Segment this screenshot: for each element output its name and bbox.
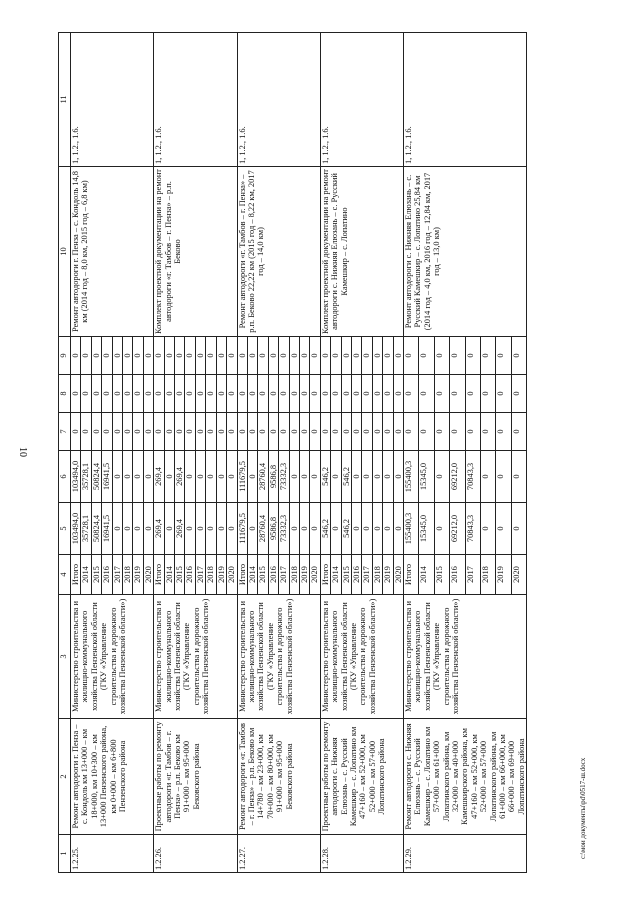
total-amount-cell: 103494,0 — [71, 503, 81, 555]
local-budget-cell: 0 — [496, 375, 511, 413]
other-sources-cell: 0 — [341, 337, 351, 375]
year-cell: 2017 — [195, 555, 205, 595]
local-budget-cell: 0 — [175, 375, 185, 413]
regional-budget-cell: 0 — [247, 451, 257, 503]
federal-budget-cell: 0 — [351, 413, 361, 451]
other-sources-cell: 0 — [450, 337, 465, 375]
regional-budget-cell: 546,2 — [341, 451, 351, 503]
federal-budget-cell: 0 — [372, 413, 382, 451]
year-cell: 2015 — [175, 555, 185, 595]
local-budget-cell: 0 — [185, 375, 195, 413]
total-amount-cell: 0 — [383, 503, 393, 555]
local-budget-cell: 0 — [289, 375, 299, 413]
other-sources-cell: 0 — [164, 337, 174, 375]
local-budget-cell: 0 — [237, 375, 247, 413]
other-sources-cell: 0 — [404, 337, 419, 375]
year-cell: 2017 — [465, 555, 480, 595]
total-amount-cell: 546,2 — [320, 503, 330, 555]
total-amount-cell: 0 — [310, 503, 320, 555]
federal-budget-cell: 0 — [102, 413, 112, 451]
page-number: 10 — [17, 447, 28, 457]
total-amount-cell: 0 — [434, 503, 449, 555]
local-budget-cell: 0 — [393, 375, 403, 413]
other-sources-cell: 0 — [383, 337, 393, 375]
local-budget-cell: 0 — [372, 375, 382, 413]
year-cell: 2020 — [393, 555, 403, 595]
total-amount-cell: 73332,3 — [279, 503, 289, 555]
column-header: 7 — [59, 413, 71, 451]
total-amount-cell: 111679,5 — [237, 503, 247, 555]
total-amount-cell: 269,4 — [175, 503, 185, 555]
header-row — [59, 33, 71, 873]
regional-budget-cell: 0 — [164, 451, 174, 503]
year-cell: 2015 — [258, 555, 268, 595]
total-amount-cell: 0 — [511, 503, 526, 555]
year-cell: 2020 — [227, 555, 237, 595]
year-cell: Итого — [71, 555, 81, 595]
total-amount-cell: 0 — [372, 503, 382, 555]
other-sources-cell: 0 — [393, 337, 403, 375]
rotated-table-container — [58, 33, 590, 873]
total-amount-cell: 155400,3 — [404, 503, 419, 555]
local-budget-cell: 0 — [112, 375, 122, 413]
total-amount-cell: 0 — [133, 503, 143, 555]
regional-budget-cell: 0 — [362, 451, 372, 503]
other-sources-cell: 0 — [320, 337, 330, 375]
regional-budget-cell: 0 — [481, 451, 496, 503]
other-sources-cell: 0 — [351, 337, 361, 375]
local-budget-cell: 0 — [91, 375, 101, 413]
regional-budget-cell: 0 — [112, 451, 122, 503]
other-sources-cell: 0 — [465, 337, 480, 375]
executor-cell: Министерство строительства и жилищно-коммунального хозяйства Пензенской области (ГКУ «Управление строительства и дорожного хозяйства Пензенской области») — [320, 595, 403, 719]
local-budget-cell: 0 — [143, 375, 153, 413]
column-header: 2 — [59, 719, 71, 835]
regional-budget-cell: 0 — [185, 451, 195, 503]
total-amount-cell: 269,4 — [154, 503, 164, 555]
federal-budget-cell: 0 — [91, 413, 101, 451]
other-sources-cell: 0 — [216, 337, 226, 375]
total-amount-cell: 0 — [164, 503, 174, 555]
column-header: 10 — [59, 167, 71, 337]
local-budget-cell: 0 — [133, 375, 143, 413]
other-sources-cell: 0 — [71, 337, 81, 375]
regional-budget-cell: 0 — [299, 451, 309, 503]
local-budget-cell: 0 — [102, 375, 112, 413]
federal-budget-cell: 0 — [123, 413, 133, 451]
row-number-cell: 1.2.28. — [320, 835, 403, 873]
other-sources-cell: 0 — [237, 337, 247, 375]
executor-cell: Министерство строительства и жилищно-коммунального хозяйства Пензенской области (ГКУ «Управление строительства и дорожного хозяйства Пензенской области») — [404, 595, 527, 719]
other-sources-cell: 0 — [310, 337, 320, 375]
activity-name-cell: Ремонт автодороги «г. Тамбов – г. Пенза» – р.п. Беково км 14+780 – км 23+000, км 70+000 – км 80+000, км 91+000 – км 95+000 Бековского района — [237, 719, 320, 835]
federal-budget-cell: 0 — [393, 413, 403, 451]
year-cell: 2014 — [81, 555, 91, 595]
federal-budget-cell: 0 — [227, 413, 237, 451]
regional-budget-cell: 111679,5 — [237, 451, 247, 503]
year-cell: 2020 — [511, 555, 526, 595]
total-amount-cell: 0 — [393, 503, 403, 555]
local-budget-cell: 0 — [81, 375, 91, 413]
total-amount-cell: 0 — [123, 503, 133, 555]
regional-budget-cell: 0 — [383, 451, 393, 503]
program-table — [58, 32, 527, 873]
activity-name-cell: Проектные работы по ремонту автодороги «г. Тамбов – г. Пенза» – р.п. Беково км 91+000 – км 95+000 Бековского района — [154, 719, 237, 835]
column-header: 8 — [59, 375, 71, 413]
total-amount-cell: 0 — [481, 503, 496, 555]
other-sources-cell: 0 — [279, 337, 289, 375]
other-sources-cell: 0 — [496, 337, 511, 375]
local-budget-cell: 0 — [465, 375, 480, 413]
result-cell: Комплект проектной документации на ремонт автодороги с. Нижняя Елюзань – с. Русский Камешкир – с. Лопатино — [320, 167, 403, 337]
federal-budget-cell: 0 — [496, 413, 511, 451]
year-cell: Итого — [237, 555, 247, 595]
other-sources-cell: 0 — [258, 337, 268, 375]
local-budget-cell: 0 — [419, 375, 434, 413]
regional-budget-cell: 73332,3 — [279, 451, 289, 503]
local-budget-cell: 0 — [320, 375, 330, 413]
total-amount-cell: 546,2 — [341, 503, 351, 555]
other-sources-cell: 0 — [112, 337, 122, 375]
reference-cell: 1, 1.2., 1.6. — [237, 33, 320, 167]
other-sources-cell: 0 — [481, 337, 496, 375]
year-cell: 2016 — [102, 555, 112, 595]
federal-budget-cell: 0 — [481, 413, 496, 451]
federal-budget-cell: 0 — [362, 413, 372, 451]
table-row — [71, 33, 81, 873]
executor-cell: Министерство строительства и жилищно-коммунального хозяйства Пензенской области (ГКУ «Управление строительства и дорожного хозяйства Пензенской области») — [71, 595, 154, 719]
other-sources-cell: 0 — [123, 337, 133, 375]
other-sources-cell: 0 — [81, 337, 91, 375]
local-budget-cell: 0 — [481, 375, 496, 413]
total-amount-cell: 16941,5 — [102, 503, 112, 555]
federal-budget-cell: 0 — [112, 413, 122, 451]
year-cell: 2020 — [143, 555, 153, 595]
year-cell: 2015 — [434, 555, 449, 595]
total-amount-cell: 0 — [227, 503, 237, 555]
federal-budget-cell: 0 — [331, 413, 341, 451]
regional-budget-cell: 0 — [206, 451, 216, 503]
regional-budget-cell: 0 — [511, 451, 526, 503]
year-cell: Итого — [320, 555, 330, 595]
regional-budget-cell: 546,2 — [320, 451, 330, 503]
local-budget-cell: 0 — [404, 375, 419, 413]
regional-budget-cell: 269,4 — [175, 451, 185, 503]
other-sources-cell: 0 — [227, 337, 237, 375]
result-cell: Ремонт автодороги с. Нижняя Елюзань – с. Русский Камешкир – с. Лопатино 25,84 км (2014 год – 4,0 км, 2016 год – 12,84 км, 2017 год – 13,0 км) — [404, 167, 527, 337]
reference-cell: 1, 1.2., 1.6. — [404, 33, 527, 167]
year-cell: 2015 — [91, 555, 101, 595]
local-budget-cell: 0 — [216, 375, 226, 413]
year-cell: 2014 — [247, 555, 257, 595]
result-cell: Ремонт автодороги «г. Тамбов – г. Пенза» – р.п. Беково 22,22 км (2015 год – 8,22 км, 2017 год – 14,0 км) — [237, 167, 320, 337]
year-cell: 2018 — [123, 555, 133, 595]
table-row — [404, 33, 419, 873]
regional-budget-cell: 155400,3 — [404, 451, 419, 503]
year-cell: 2017 — [362, 555, 372, 595]
total-amount-cell: 0 — [299, 503, 309, 555]
local-budget-cell: 0 — [331, 375, 341, 413]
year-cell: 2019 — [133, 555, 143, 595]
local-budget-cell: 0 — [511, 375, 526, 413]
footer-file-path: c:\мои документы\pd\0517-ш.docx — [579, 757, 587, 859]
local-budget-cell: 0 — [268, 375, 278, 413]
row-number-cell: 1.2.27. — [237, 835, 320, 873]
regional-budget-cell: 0 — [289, 451, 299, 503]
federal-budget-cell: 0 — [133, 413, 143, 451]
total-amount-cell: 15345,0 — [419, 503, 434, 555]
year-cell: 2016 — [351, 555, 361, 595]
result-cell: Комплект проектной документации на ремонт автодороги «г. Тамбов – г. Пенза» – р.п. Беково — [154, 167, 237, 337]
other-sources-cell: 0 — [195, 337, 205, 375]
year-cell: 2019 — [216, 555, 226, 595]
regional-budget-cell: 0 — [393, 451, 403, 503]
federal-budget-cell: 0 — [434, 413, 449, 451]
local-budget-cell: 0 — [351, 375, 361, 413]
column-header: 9 — [59, 337, 71, 375]
year-cell: 2019 — [383, 555, 393, 595]
other-sources-cell: 0 — [91, 337, 101, 375]
year-cell: 2018 — [372, 555, 382, 595]
other-sources-cell: 0 — [419, 337, 434, 375]
total-amount-cell: 0 — [216, 503, 226, 555]
local-budget-cell: 0 — [434, 375, 449, 413]
regional-budget-cell: 0 — [227, 451, 237, 503]
federal-budget-cell: 0 — [71, 413, 81, 451]
local-budget-cell: 0 — [154, 375, 164, 413]
column-header: 3 — [59, 595, 71, 719]
regional-budget-cell: 0 — [133, 451, 143, 503]
other-sources-cell: 0 — [206, 337, 216, 375]
regional-budget-cell: 70843,3 — [465, 451, 480, 503]
regional-budget-cell: 28760,4 — [258, 451, 268, 503]
activity-name-cell: Ремонт автодороги с. Нижняя Елюзань – с. Русский Камешкир – с. Лопатино км 57+000 – км 61+000 Лопатинского района, км 32+000 – км 40+000 Камешкирского района, км 47+160 – км 52+000, км 52+000 – км 57+000 Лопатинского района, км 61+000 – км 66+000, км 66+000 – км 69+000 Лопатинского района — [404, 719, 527, 835]
federal-budget-cell: 0 — [419, 413, 434, 451]
other-sources-cell: 0 — [299, 337, 309, 375]
federal-budget-cell: 0 — [237, 413, 247, 451]
reference-cell: 1, 1.2., 1.6. — [154, 33, 237, 167]
local-budget-cell: 0 — [247, 375, 257, 413]
other-sources-cell: 0 — [511, 337, 526, 375]
regional-budget-cell: 0 — [195, 451, 205, 503]
local-budget-cell: 0 — [279, 375, 289, 413]
local-budget-cell: 0 — [164, 375, 174, 413]
other-sources-cell: 0 — [434, 337, 449, 375]
other-sources-cell: 0 — [154, 337, 164, 375]
column-header: 11 — [59, 33, 71, 167]
table-row — [320, 33, 330, 873]
regional-budget-cell: 0 — [310, 451, 320, 503]
year-cell: 2015 — [341, 555, 351, 595]
federal-budget-cell: 0 — [320, 413, 330, 451]
activity-name-cell: Ремонт автодороги г. Пенза – с. Кондоль км 13+000 – км 18+000, км 10+300 – км 13+000 Пензенского района, км 0+000 – км 6+800 Пензенского района — [71, 719, 154, 835]
federal-budget-cell: 0 — [279, 413, 289, 451]
federal-budget-cell: 0 — [268, 413, 278, 451]
row-number-cell: 1.2.26. — [154, 835, 237, 873]
local-budget-cell: 0 — [71, 375, 81, 413]
table-row — [154, 33, 164, 873]
local-budget-cell: 0 — [123, 375, 133, 413]
regional-budget-cell: 35728,1 — [81, 451, 91, 503]
federal-budget-cell: 0 — [258, 413, 268, 451]
federal-budget-cell: 0 — [195, 413, 205, 451]
year-cell: 2019 — [496, 555, 511, 595]
local-budget-cell: 0 — [227, 375, 237, 413]
other-sources-cell: 0 — [372, 337, 382, 375]
federal-budget-cell: 0 — [511, 413, 526, 451]
total-amount-cell: 50824,4 — [91, 503, 101, 555]
total-amount-cell: 69212,0 — [450, 503, 465, 555]
regional-budget-cell: 16941,5 — [102, 451, 112, 503]
total-amount-cell: 0 — [112, 503, 122, 555]
year-cell: 2018 — [206, 555, 216, 595]
column-header: 5 — [59, 503, 71, 555]
federal-budget-cell: 0 — [175, 413, 185, 451]
year-cell: 2017 — [279, 555, 289, 595]
year-cell: 2019 — [299, 555, 309, 595]
year-cell: 2014 — [164, 555, 174, 595]
row-number-cell: 1.2.25. — [71, 835, 154, 873]
year-cell: 2017 — [112, 555, 122, 595]
federal-budget-cell: 0 — [216, 413, 226, 451]
total-amount-cell: 0 — [496, 503, 511, 555]
local-budget-cell: 0 — [299, 375, 309, 413]
federal-budget-cell: 0 — [247, 413, 257, 451]
reference-cell: 1, 1.2., 1.6. — [71, 33, 154, 167]
year-cell: 2016 — [185, 555, 195, 595]
other-sources-cell: 0 — [102, 337, 112, 375]
total-amount-cell: 0 — [351, 503, 361, 555]
federal-budget-cell: 0 — [404, 413, 419, 451]
other-sources-cell: 0 — [175, 337, 185, 375]
federal-budget-cell: 0 — [383, 413, 393, 451]
total-amount-cell: 0 — [331, 503, 341, 555]
regional-budget-cell: 0 — [331, 451, 341, 503]
federal-budget-cell: 0 — [185, 413, 195, 451]
total-amount-cell: 0 — [247, 503, 257, 555]
federal-budget-cell: 0 — [164, 413, 174, 451]
year-cell: 2018 — [481, 555, 496, 595]
regional-budget-cell: 0 — [496, 451, 511, 503]
year-cell: Итого — [154, 555, 164, 595]
federal-budget-cell: 0 — [299, 413, 309, 451]
regional-budget-cell: 50824,4 — [91, 451, 101, 503]
local-budget-cell: 0 — [258, 375, 268, 413]
total-amount-cell: 0 — [289, 503, 299, 555]
other-sources-cell: 0 — [362, 337, 372, 375]
federal-budget-cell: 0 — [154, 413, 164, 451]
row-number-cell: 1.2.29. — [404, 835, 527, 873]
regional-budget-cell: 103494,0 — [71, 451, 81, 503]
total-amount-cell: 70843,3 — [465, 503, 480, 555]
federal-budget-cell: 0 — [81, 413, 91, 451]
total-amount-cell: 35728,1 — [81, 503, 91, 555]
regional-budget-cell: 0 — [143, 451, 153, 503]
total-amount-cell: 0 — [143, 503, 153, 555]
other-sources-cell: 0 — [247, 337, 257, 375]
column-header: 6 — [59, 451, 71, 503]
total-amount-cell: 0 — [206, 503, 216, 555]
total-amount-cell: 0 — [195, 503, 205, 555]
table-row — [237, 33, 247, 873]
other-sources-cell: 0 — [185, 337, 195, 375]
federal-budget-cell: 0 — [310, 413, 320, 451]
local-budget-cell: 0 — [362, 375, 372, 413]
local-budget-cell: 0 — [450, 375, 465, 413]
local-budget-cell: 0 — [206, 375, 216, 413]
total-amount-cell: 0 — [185, 503, 195, 555]
regional-budget-cell: 269,4 — [154, 451, 164, 503]
regional-budget-cell: 0 — [216, 451, 226, 503]
total-amount-cell: 0 — [362, 503, 372, 555]
local-budget-cell: 0 — [383, 375, 393, 413]
year-cell: Итого — [404, 555, 419, 595]
local-budget-cell: 0 — [310, 375, 320, 413]
other-sources-cell: 0 — [133, 337, 143, 375]
other-sources-cell: 0 — [331, 337, 341, 375]
other-sources-cell: 0 — [289, 337, 299, 375]
executor-cell: Министерство строительства и жилищно-коммунального хозяйства Пензенской области (ГКУ «Управление строительства и дорожного хозяйства Пензенской области») — [154, 595, 237, 719]
year-cell: 2014 — [419, 555, 434, 595]
other-sources-cell: 0 — [143, 337, 153, 375]
regional-budget-cell: 15345,0 — [419, 451, 434, 503]
local-budget-cell: 0 — [341, 375, 351, 413]
activity-name-cell: Проектные работы по ремонту автодороги с. Нижняя Елюзань – с. Русский Камешкир – с. Лопатино км 47+160 – км 52+000, км 52+000 – км 57+000 Лопатинского района — [320, 719, 403, 835]
regional-budget-cell: 9586,8 — [268, 451, 278, 503]
federal-budget-cell: 0 — [143, 413, 153, 451]
other-sources-cell: 0 — [268, 337, 278, 375]
federal-budget-cell: 0 — [450, 413, 465, 451]
federal-budget-cell: 0 — [289, 413, 299, 451]
year-cell: 2014 — [331, 555, 341, 595]
column-header: 4 — [59, 555, 71, 595]
regional-budget-cell: 0 — [372, 451, 382, 503]
total-amount-cell: 9586,8 — [268, 503, 278, 555]
column-header: 1 — [59, 835, 71, 873]
result-cell: Ремонт автодороги г. Пенза – с. Кондоль 14,8 км (2014 год – 8,0 км, 2015 год – 6,8 км) — [71, 167, 154, 337]
reference-cell: 1, 1.2., 1.6. — [320, 33, 403, 167]
total-amount-cell: 28760,4 — [258, 503, 268, 555]
local-budget-cell: 0 — [195, 375, 205, 413]
year-cell: 2016 — [450, 555, 465, 595]
regional-budget-cell: 0 — [434, 451, 449, 503]
federal-budget-cell: 0 — [206, 413, 216, 451]
regional-budget-cell: 69212,0 — [450, 451, 465, 503]
regional-budget-cell: 0 — [123, 451, 133, 503]
executor-cell: Министерство строительства и жилищно-коммунального хозяйства Пензенской области (ГКУ «Управление строительства и дорожного хозяйства Пензенской области») — [237, 595, 320, 719]
federal-budget-cell: 0 — [341, 413, 351, 451]
year-cell: 2020 — [310, 555, 320, 595]
regional-budget-cell: 0 — [351, 451, 361, 503]
year-cell: 2016 — [268, 555, 278, 595]
year-cell: 2018 — [289, 555, 299, 595]
federal-budget-cell: 0 — [465, 413, 480, 451]
